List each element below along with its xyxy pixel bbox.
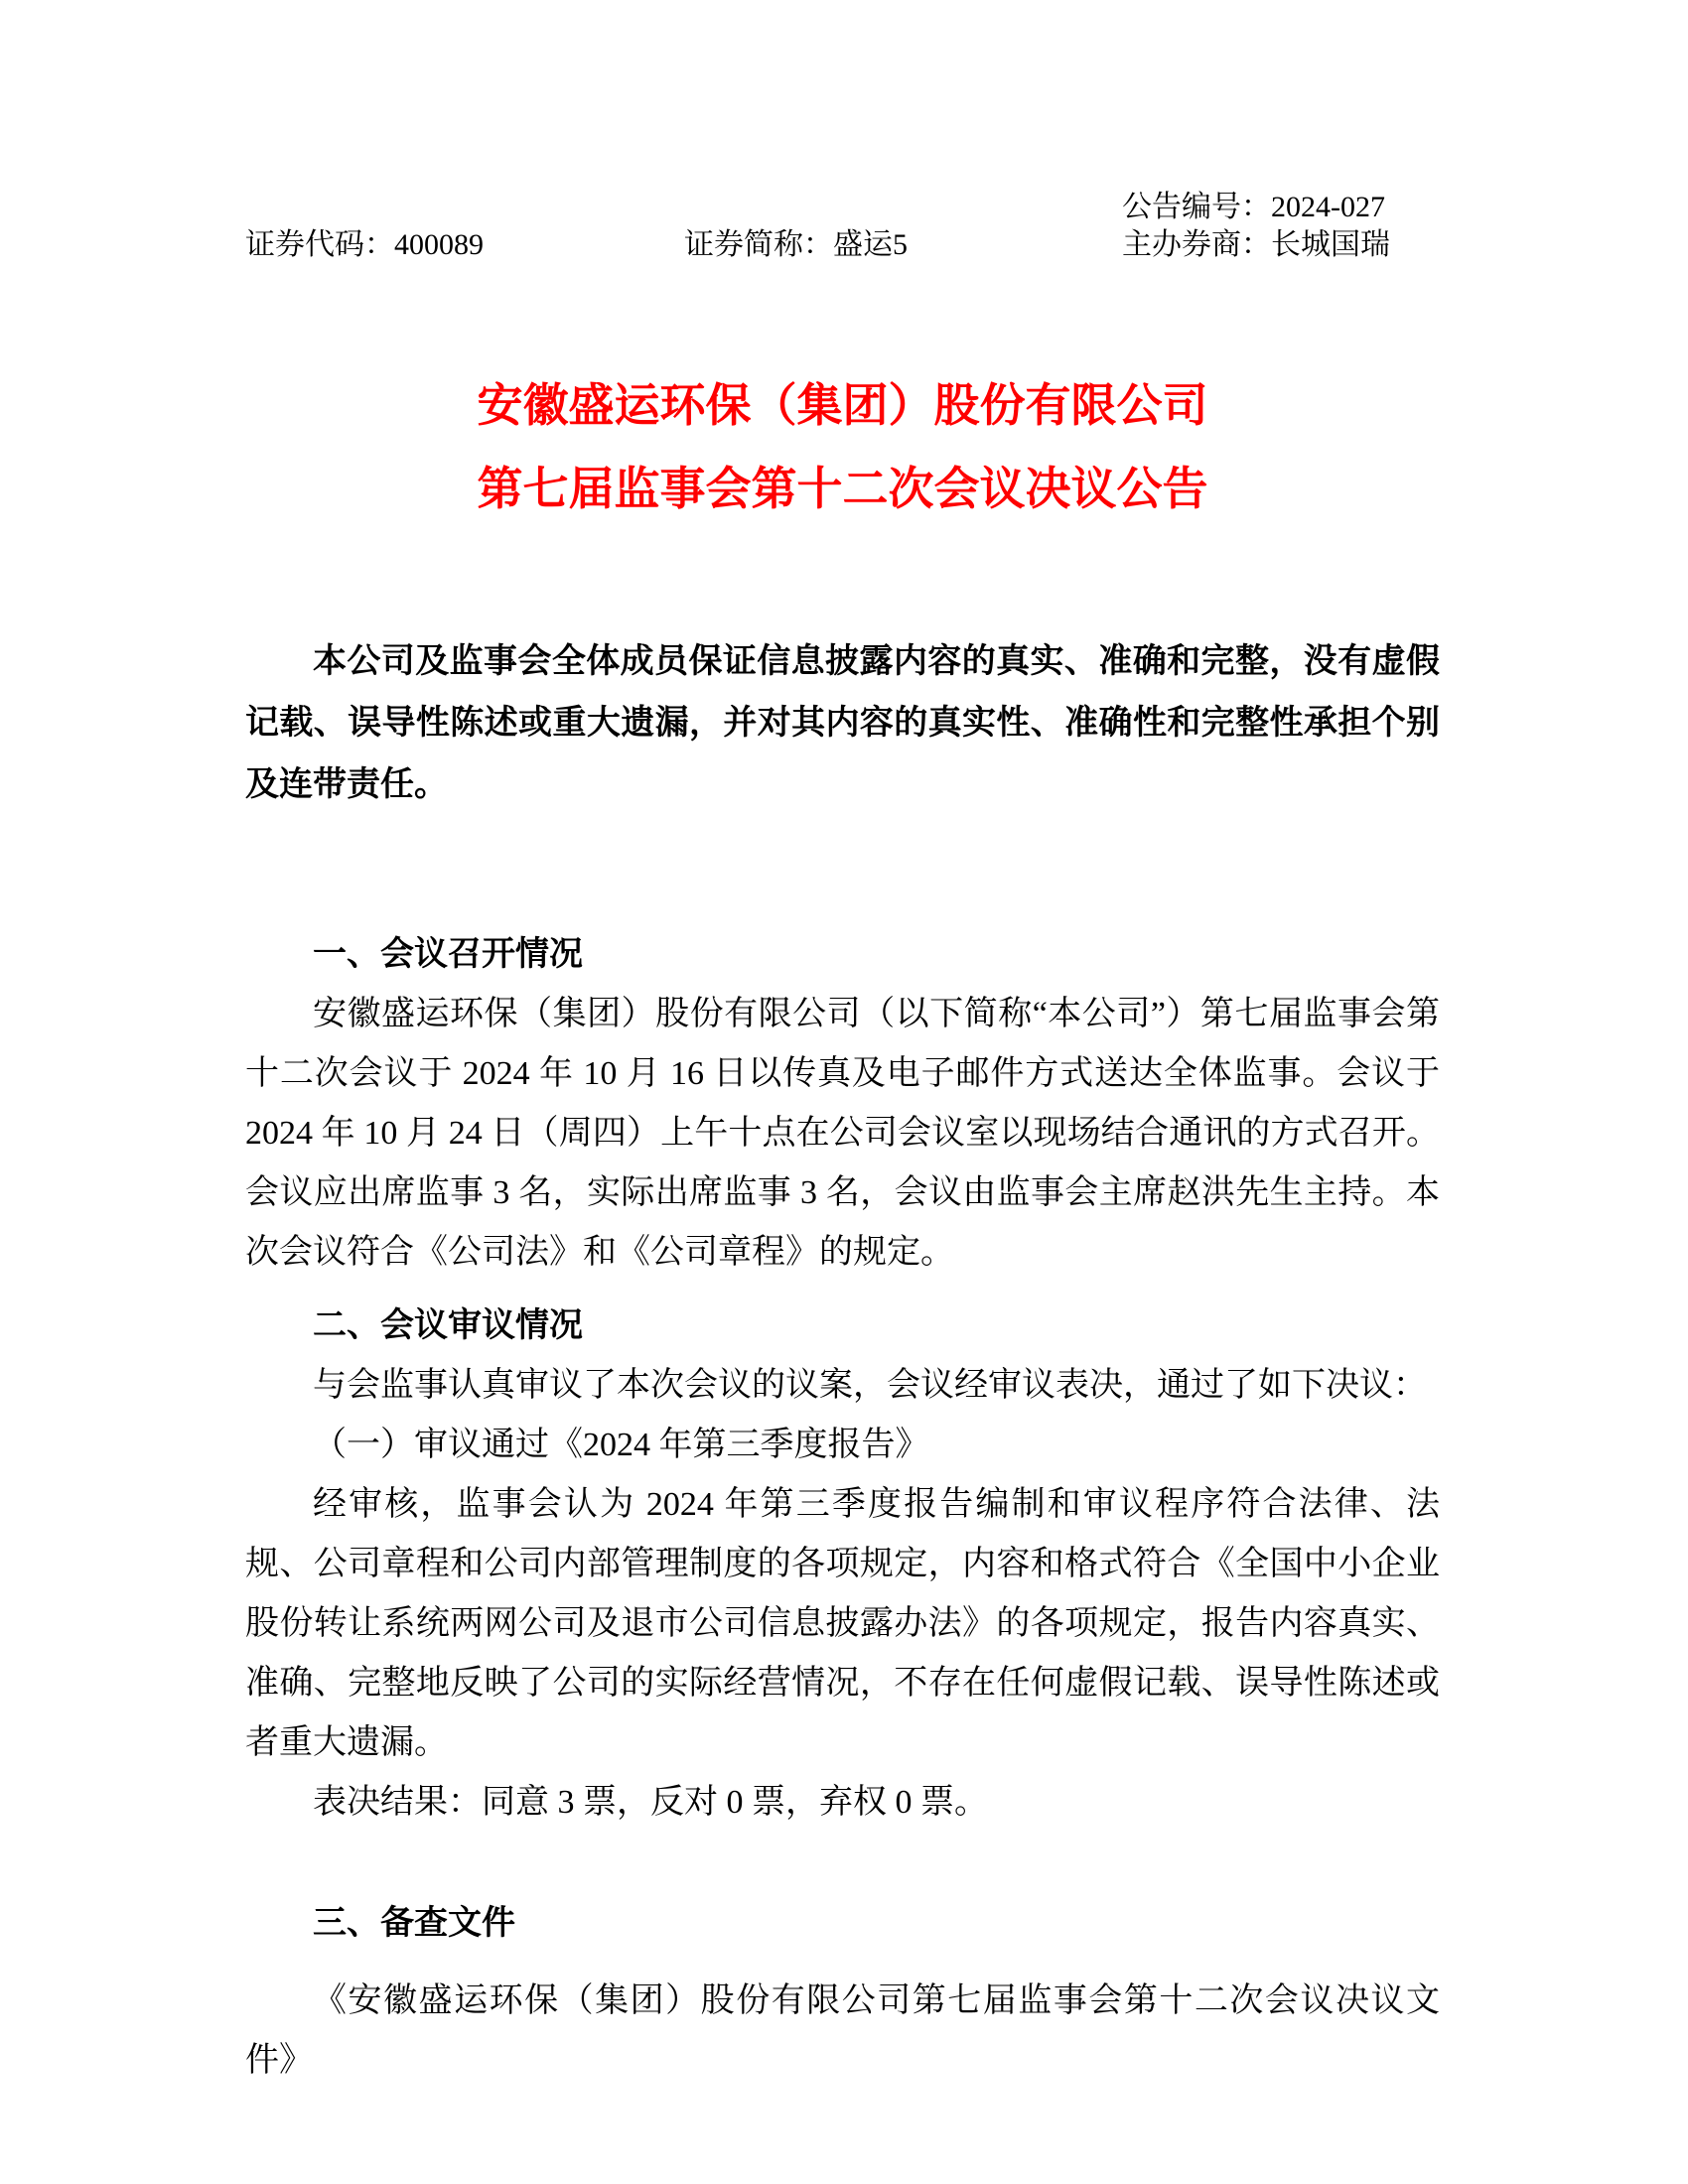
section-3-heading: 三、备查文件 bbox=[313, 1905, 515, 1942]
document-header bbox=[245, 189, 1440, 264]
section-2-paragraph-2: （一）审议通过《2024 年第三季度报告》 bbox=[313, 1427, 929, 1463]
announcement-number: 公告编号：2024-027 bbox=[1122, 191, 1385, 223]
header-right-column bbox=[1122, 189, 1390, 264]
sponsor-broker: 主办券商：长城国瑞 bbox=[1122, 228, 1390, 261]
section-1-heading: 一、会议召开情况 bbox=[313, 936, 583, 973]
title-line-2: 第七届监事会第十二次会议决议公告 bbox=[477, 463, 1208, 514]
title-line-1: 安徽盛运环保（集团）股份有限公司 bbox=[477, 379, 1208, 431]
section-2-paragraph-1: 与会监事认真审议了本次会议的议案，会议经审议表决，通过了如下决议： bbox=[313, 1367, 1427, 1404]
stock-abbr: 证券简称：盛运5 bbox=[684, 228, 908, 261]
section-2-heading: 二、会议审议情况 bbox=[313, 1307, 583, 1344]
section-2-paragraph-3: 经审核，监事会认为 2024 年第三季度报告编制和审议程序符合法律、法规、公司章程和公司内部管理制度的各项规定，内容和格式符合《全国中小企业股份转让系统两网公司及退市公司信息披露办法》的各项规定，报告内容真实、准确、完整地反映了公司的实际经营情况，不存在任何虚假记载、误导性陈述或者重大遗漏。 bbox=[245, 1486, 1440, 1761]
document-title bbox=[245, 363, 1440, 530]
section-2-paragraph-4: 表决结果：同意 3 票，反对 0 票，弃权 0 票。 bbox=[313, 1784, 988, 1821]
section-1-paragraph-1: 安徽盛运环保（集团）股份有限公司（以下简称“本公司”）第七届监事会第十二次会议于 2024 年 10 月 16 日以传真及电子邮件方式送达全体监事。会议于 2024 年 10 月 24 日（周四）上午十点在公司会议室以现场结合通讯的方式召开。会议应出席监事 3 名，实际出席监事 3 名，会议由监事会主席赵洪先生主持。本次会议符合《公司法》和《公司章程》的规定。 bbox=[245, 996, 1440, 1271]
disclosure-statement: 本公司及监事会全体成员保证信息披露内容的真实、准确和完整，没有虚假记载、误导性陈述或重大遗漏，并对其内容的真实性、准确性和完整性承担个别及连带责任。 bbox=[245, 643, 1440, 803]
section-3-paragraph-1: 《安徽盛运环保（集团）股份有限公司第七届监事会第十二次会议决议文件》 bbox=[245, 1982, 1440, 2079]
stock-code: 证券代码：400089 bbox=[245, 228, 484, 261]
